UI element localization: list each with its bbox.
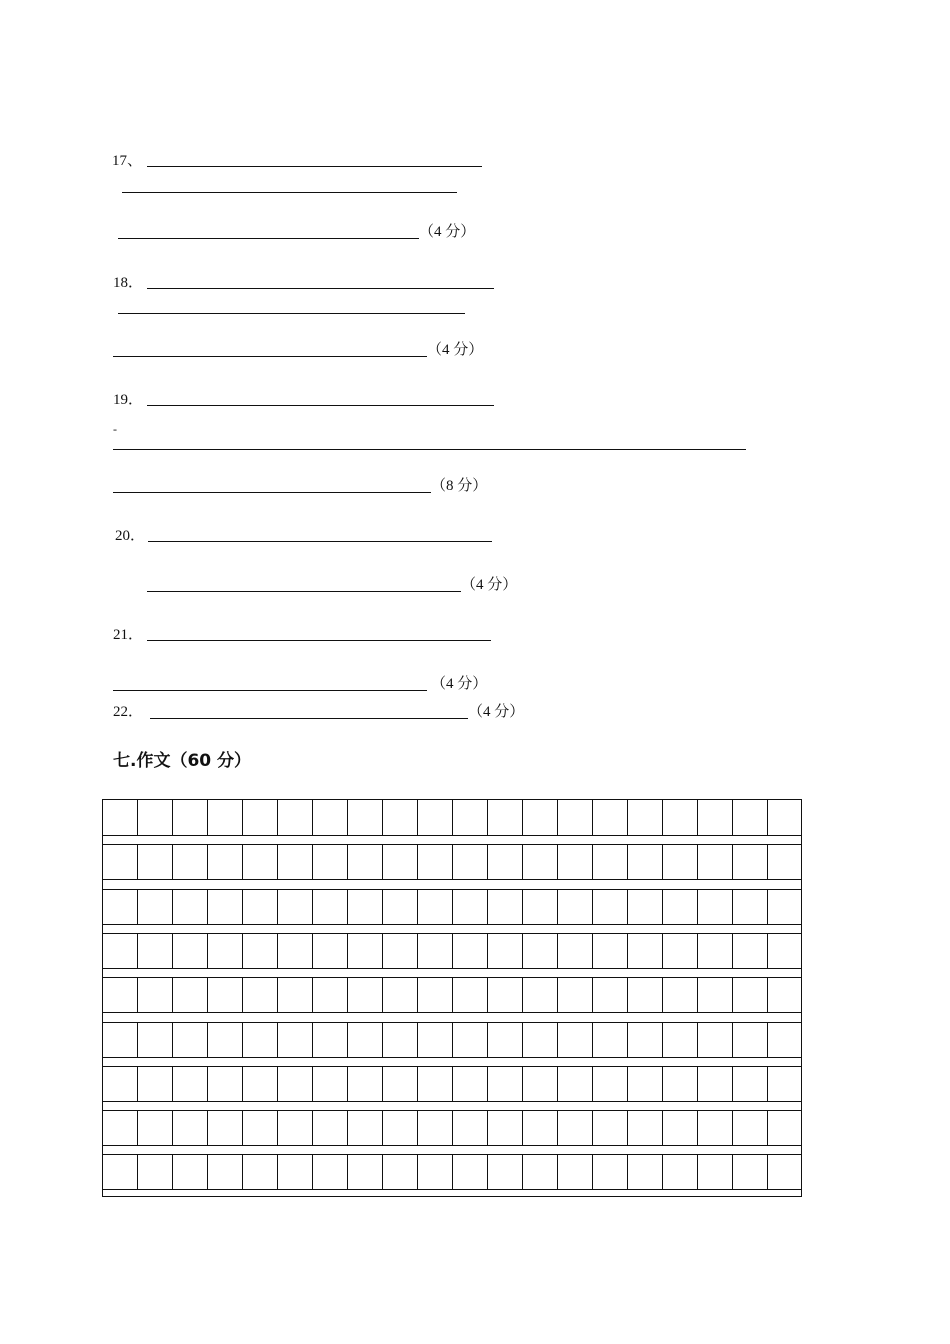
grid-cell[interactable] bbox=[488, 889, 523, 924]
grid-cell[interactable] bbox=[558, 844, 593, 879]
grid-cell[interactable] bbox=[208, 800, 243, 835]
grid-cell[interactable] bbox=[103, 1022, 138, 1057]
grid-cell[interactable] bbox=[628, 1110, 663, 1145]
grid-cell[interactable] bbox=[733, 1154, 768, 1189]
grid-cell[interactable] bbox=[383, 977, 418, 1012]
grid-cell[interactable] bbox=[173, 977, 208, 1012]
grid-cell[interactable] bbox=[523, 844, 558, 879]
grid-cell[interactable] bbox=[243, 844, 278, 879]
grid-cell[interactable] bbox=[733, 1066, 768, 1101]
grid-cell[interactable] bbox=[663, 1022, 698, 1057]
grid-cell[interactable] bbox=[243, 977, 278, 1012]
grid-cell[interactable] bbox=[173, 800, 208, 835]
grid-cell[interactable] bbox=[278, 933, 313, 968]
grid-cell[interactable] bbox=[593, 977, 628, 1012]
grid-cell[interactable] bbox=[348, 1022, 383, 1057]
grid-cell[interactable] bbox=[208, 844, 243, 879]
question-18-score: （4 分） bbox=[427, 342, 484, 358]
answer-line[interactable] bbox=[148, 541, 492, 542]
question-17-score: （4 分） bbox=[419, 224, 476, 240]
grid-cell[interactable] bbox=[593, 1022, 628, 1057]
answer-line[interactable] bbox=[113, 356, 427, 357]
grid-cell[interactable] bbox=[663, 844, 698, 879]
grid-cell[interactable] bbox=[138, 977, 173, 1012]
grid-cell[interactable] bbox=[558, 933, 593, 968]
grid-cell[interactable] bbox=[593, 1154, 628, 1189]
grid-cell[interactable] bbox=[558, 1066, 593, 1101]
grid-cell[interactable] bbox=[348, 844, 383, 879]
grid-cell[interactable] bbox=[663, 800, 698, 835]
grid-cell[interactable] bbox=[348, 1066, 383, 1101]
grid-cell[interactable] bbox=[278, 889, 313, 924]
grid-cell[interactable] bbox=[173, 1154, 208, 1189]
grid-cell[interactable] bbox=[593, 800, 628, 835]
grid-cell[interactable] bbox=[208, 1110, 243, 1145]
grid-row-bottom-line bbox=[103, 1145, 801, 1146]
grid-cell[interactable] bbox=[173, 1110, 208, 1145]
grid-cell[interactable] bbox=[628, 977, 663, 1012]
grid-cell[interactable] bbox=[418, 800, 453, 835]
grid-cell[interactable] bbox=[138, 844, 173, 879]
grid-cell[interactable] bbox=[313, 1022, 348, 1057]
grid-cell[interactable] bbox=[453, 933, 488, 968]
grid-cell[interactable] bbox=[698, 1110, 733, 1145]
grid-cell[interactable] bbox=[278, 977, 313, 1012]
grid-cell[interactable] bbox=[418, 889, 453, 924]
grid-cell[interactable] bbox=[628, 889, 663, 924]
answer-line[interactable] bbox=[147, 405, 494, 406]
answer-line[interactable] bbox=[122, 192, 457, 193]
grid-cell[interactable] bbox=[313, 1110, 348, 1145]
grid-cell[interactable] bbox=[313, 1066, 348, 1101]
grid-cell[interactable] bbox=[488, 933, 523, 968]
grid-cell[interactable] bbox=[523, 977, 558, 1012]
grid-cell[interactable] bbox=[278, 1022, 313, 1057]
grid-cell[interactable] bbox=[628, 844, 663, 879]
grid-cell[interactable] bbox=[733, 933, 768, 968]
grid-cell[interactable] bbox=[138, 1154, 173, 1189]
grid-cell[interactable] bbox=[733, 1110, 768, 1145]
grid-cell[interactable] bbox=[348, 1110, 383, 1145]
grid-cell[interactable] bbox=[348, 1154, 383, 1189]
grid-cell[interactable] bbox=[488, 1022, 523, 1057]
answer-line[interactable] bbox=[147, 288, 494, 289]
grid-cell[interactable] bbox=[243, 1110, 278, 1145]
grid-cell[interactable] bbox=[173, 933, 208, 968]
grid-cell[interactable] bbox=[663, 889, 698, 924]
grid-cell[interactable] bbox=[628, 1066, 663, 1101]
grid-cell[interactable] bbox=[313, 889, 348, 924]
grid-cell[interactable] bbox=[383, 889, 418, 924]
grid-cell[interactable] bbox=[208, 977, 243, 1012]
grid-cell[interactable] bbox=[138, 1110, 173, 1145]
grid-cell[interactable] bbox=[558, 800, 593, 835]
grid-cell[interactable] bbox=[593, 1066, 628, 1101]
grid-cell[interactable] bbox=[243, 1066, 278, 1101]
grid-cell[interactable] bbox=[628, 1154, 663, 1189]
grid-cell[interactable] bbox=[488, 1154, 523, 1189]
grid-cell[interactable] bbox=[523, 800, 558, 835]
grid-cell[interactable] bbox=[383, 800, 418, 835]
grid-cell[interactable] bbox=[313, 1154, 348, 1189]
grid-row-bottom-line bbox=[103, 924, 801, 925]
grid-cell[interactable] bbox=[453, 977, 488, 1012]
grid-cell[interactable] bbox=[488, 844, 523, 879]
grid-cell[interactable] bbox=[488, 977, 523, 1012]
grid-cell[interactable] bbox=[558, 977, 593, 1012]
grid-cell[interactable] bbox=[313, 977, 348, 1012]
grid-cell[interactable] bbox=[593, 1110, 628, 1145]
answer-line[interactable] bbox=[113, 492, 431, 493]
grid-cell[interactable] bbox=[698, 1022, 733, 1057]
grid-cell[interactable] bbox=[103, 889, 138, 924]
grid-cell[interactable] bbox=[698, 1066, 733, 1101]
grid-row-bottom-line bbox=[103, 879, 801, 880]
grid-cell[interactable] bbox=[243, 933, 278, 968]
grid-row-bottom-line bbox=[103, 1057, 801, 1058]
grid-cell[interactable] bbox=[453, 1066, 488, 1101]
grid-cell[interactable] bbox=[103, 1154, 138, 1189]
grid-cell[interactable] bbox=[698, 844, 733, 879]
grid-cell[interactable] bbox=[663, 1066, 698, 1101]
grid-cell[interactable] bbox=[103, 1066, 138, 1101]
grid-cell[interactable] bbox=[663, 977, 698, 1012]
grid-cell[interactable] bbox=[278, 844, 313, 879]
grid-cell[interactable] bbox=[558, 1154, 593, 1189]
grid-cell[interactable] bbox=[208, 1066, 243, 1101]
grid-cell[interactable] bbox=[348, 933, 383, 968]
grid-cell[interactable] bbox=[523, 933, 558, 968]
grid-cell[interactable] bbox=[418, 1110, 453, 1145]
grid-cell[interactable] bbox=[663, 933, 698, 968]
grid-cell[interactable] bbox=[243, 1154, 278, 1189]
grid-cell[interactable] bbox=[173, 1022, 208, 1057]
grid-cell[interactable] bbox=[313, 800, 348, 835]
grid-cell[interactable] bbox=[418, 1066, 453, 1101]
grid-cell[interactable] bbox=[523, 1022, 558, 1057]
question-21-label: 21． bbox=[113, 627, 144, 643]
grid-cell[interactable] bbox=[103, 1110, 138, 1145]
grid-cell[interactable] bbox=[733, 889, 768, 924]
dash-mark: - bbox=[113, 422, 117, 436]
grid-cell[interactable] bbox=[173, 844, 208, 879]
grid-row-bottom-line bbox=[103, 1189, 801, 1190]
grid-cell[interactable] bbox=[628, 800, 663, 835]
grid-cell[interactable] bbox=[698, 1154, 733, 1189]
question-19-score: （8 分） bbox=[431, 478, 488, 494]
grid-cell[interactable] bbox=[733, 800, 768, 835]
grid-cell[interactable] bbox=[418, 844, 453, 879]
grid-cell[interactable] bbox=[138, 889, 173, 924]
grid-cell[interactable] bbox=[138, 1022, 173, 1057]
grid-cell[interactable] bbox=[733, 844, 768, 879]
grid-cell[interactable] bbox=[698, 933, 733, 968]
grid-cell[interactable] bbox=[523, 1110, 558, 1145]
grid-cell[interactable] bbox=[313, 933, 348, 968]
grid-cell[interactable] bbox=[278, 1066, 313, 1101]
grid-row-bottom-line bbox=[103, 1101, 801, 1102]
composition-heading: 七.作文（60 分） bbox=[113, 751, 252, 771]
answer-line[interactable] bbox=[147, 640, 491, 641]
grid-cell[interactable] bbox=[698, 977, 733, 1012]
grid-row-bottom-line bbox=[103, 968, 801, 969]
grid-cell[interactable] bbox=[208, 889, 243, 924]
grid-cell[interactable] bbox=[663, 1154, 698, 1189]
answer-line[interactable] bbox=[147, 591, 461, 592]
grid-cell[interactable] bbox=[453, 800, 488, 835]
question-20-score: （4 分） bbox=[461, 577, 518, 593]
grid-cell[interactable] bbox=[383, 1022, 418, 1057]
grid-cell[interactable] bbox=[628, 933, 663, 968]
question-21-score: （4 分） bbox=[431, 676, 488, 692]
grid-cell[interactable] bbox=[138, 800, 173, 835]
grid-cell[interactable] bbox=[558, 1110, 593, 1145]
composition-grid[interactable] bbox=[102, 799, 802, 1197]
grid-row-bottom-line bbox=[103, 1012, 801, 1013]
grid-cell[interactable] bbox=[558, 889, 593, 924]
question-17-label: 17、 bbox=[112, 153, 143, 169]
question-18-label: 18． bbox=[113, 275, 144, 291]
grid-cell[interactable] bbox=[488, 1066, 523, 1101]
grid-cell[interactable] bbox=[453, 1022, 488, 1057]
grid-cell[interactable] bbox=[453, 1154, 488, 1189]
grid-cell[interactable] bbox=[348, 800, 383, 835]
question-22-label: 22． bbox=[113, 704, 144, 720]
grid-cell[interactable] bbox=[383, 1110, 418, 1145]
grid-cell[interactable] bbox=[383, 1066, 418, 1101]
grid-cell[interactable] bbox=[278, 1154, 313, 1189]
grid-cell[interactable] bbox=[138, 933, 173, 968]
grid-cell[interactable] bbox=[173, 1066, 208, 1101]
grid-cell[interactable] bbox=[313, 844, 348, 879]
grid-cell[interactable] bbox=[103, 933, 138, 968]
grid-cell[interactable] bbox=[383, 844, 418, 879]
grid-cell[interactable] bbox=[278, 800, 313, 835]
grid-row-bottom-line bbox=[103, 835, 801, 836]
grid-cell[interactable] bbox=[208, 933, 243, 968]
grid-cell[interactable] bbox=[593, 933, 628, 968]
grid-cell[interactable] bbox=[383, 1154, 418, 1189]
grid-cell[interactable] bbox=[173, 889, 208, 924]
grid-cell[interactable] bbox=[418, 977, 453, 1012]
grid-cell[interactable] bbox=[698, 889, 733, 924]
grid-cell[interactable] bbox=[558, 1022, 593, 1057]
grid-cell[interactable] bbox=[103, 977, 138, 1012]
grid-cell[interactable] bbox=[593, 844, 628, 879]
grid-cell[interactable] bbox=[383, 933, 418, 968]
grid-cell[interactable] bbox=[453, 844, 488, 879]
grid-cell[interactable] bbox=[243, 889, 278, 924]
answer-line[interactable] bbox=[118, 313, 465, 314]
grid-cell[interactable] bbox=[138, 1066, 173, 1101]
grid-cell[interactable] bbox=[348, 977, 383, 1012]
question-20-label: 20． bbox=[115, 528, 146, 544]
question-22-score: （4 分） bbox=[468, 704, 525, 720]
answer-line[interactable] bbox=[147, 166, 482, 167]
grid-cell[interactable] bbox=[733, 977, 768, 1012]
grid-cell[interactable] bbox=[523, 1066, 558, 1101]
grid-cell[interactable] bbox=[488, 800, 523, 835]
answer-line[interactable] bbox=[113, 449, 746, 450]
grid-cell[interactable] bbox=[523, 1154, 558, 1189]
grid-cell[interactable] bbox=[663, 1110, 698, 1145]
grid-cell[interactable] bbox=[243, 1022, 278, 1057]
grid-cell[interactable] bbox=[523, 889, 558, 924]
grid-cell[interactable] bbox=[243, 800, 278, 835]
grid-cell[interactable] bbox=[103, 800, 138, 835]
answer-line[interactable] bbox=[113, 690, 427, 691]
answer-line[interactable] bbox=[150, 718, 468, 719]
grid-cell[interactable] bbox=[418, 1154, 453, 1189]
grid-cell[interactable] bbox=[593, 889, 628, 924]
grid-cell[interactable] bbox=[628, 1022, 663, 1057]
answer-line[interactable] bbox=[118, 238, 419, 239]
grid-cell[interactable] bbox=[278, 1110, 313, 1145]
grid-cell[interactable] bbox=[418, 1022, 453, 1057]
grid-cell[interactable] bbox=[488, 1110, 523, 1145]
grid-cell[interactable] bbox=[348, 889, 383, 924]
question-19-label: 19． bbox=[113, 392, 144, 408]
grid-cell[interactable] bbox=[418, 933, 453, 968]
grid-cell[interactable] bbox=[733, 1022, 768, 1057]
grid-cell[interactable] bbox=[453, 889, 488, 924]
grid-cell[interactable] bbox=[103, 844, 138, 879]
grid-cell[interactable] bbox=[698, 800, 733, 835]
grid-cell[interactable] bbox=[453, 1110, 488, 1145]
grid-cell[interactable] bbox=[208, 1154, 243, 1189]
grid-cell[interactable] bbox=[208, 1022, 243, 1057]
